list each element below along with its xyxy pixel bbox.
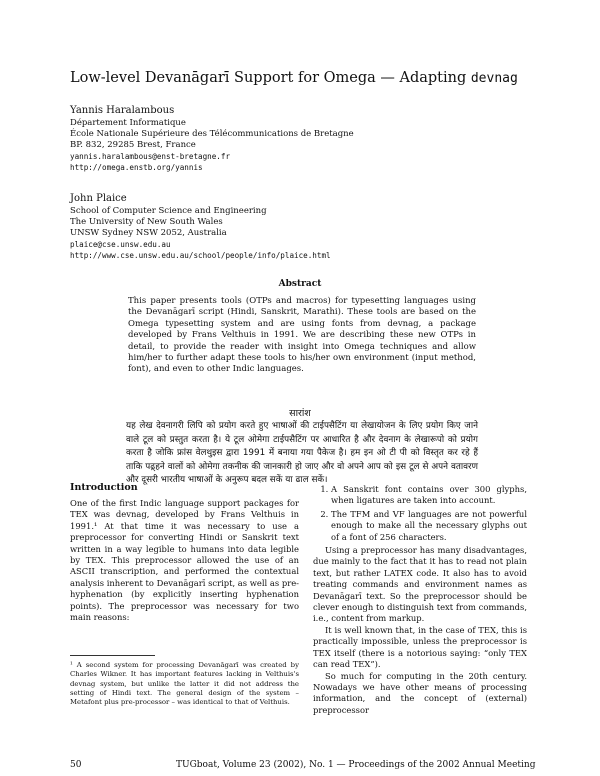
affiliation-line: BP. 832, 29285 Brest, France bbox=[70, 140, 196, 150]
affiliation-line: UNSW Sydney NSW 2052, Australia bbox=[70, 228, 227, 238]
author-email[interactable]: plaice@cse.unsw.edu.au bbox=[70, 240, 171, 249]
running-footer: TUGboat, Volume 23 (2002), No. 1 — Proceedings of the 2002 Annual Meeting bbox=[176, 760, 536, 770]
author-email[interactable]: yannis.haralambous@enst-bretagne.fr bbox=[70, 152, 231, 161]
paper-title bbox=[70, 70, 518, 86]
paper-title-text: Low-level Devanāgarī Support for Omega — Adapting bbox=[70, 70, 467, 86]
list-item: 2. The TFM and VF languages are not powerful enough to make all the necessary glyphs out of a font of 256 characters. bbox=[331, 509, 527, 543]
author-url[interactable]: http://www.cse.unsw.edu.au/school/people/info/plaice.html bbox=[70, 251, 331, 260]
footnote-rule bbox=[70, 655, 155, 656]
footnote: ¹ A second system for processing Devanāgarī was created by Charles Wikner. It has important features lacking in Velthuis's devnag system, but unlike the latter it did not address the setting of Hindi text. The general design of the system – Metafont plus pre-processor – was identical to that of Velthuis. bbox=[70, 661, 299, 707]
affiliation-line: School of Computer Science and Engineering bbox=[70, 206, 267, 216]
author-name: Yannis Haralambous bbox=[70, 105, 175, 116]
section-heading-introduction: Introduction bbox=[70, 482, 138, 493]
hindi-abstract-text: यह लेख देवनागरी लिपि को प्रयोग करते हुए भाषाओं की टाईपसैटिंग या लेखायोजन के लिए प्रयोग किए जाने वाले टूल को प्रस्तुत करता है। ये टूल ओमेगा टाईपसैटिंग पर आधारित है और देवनाग के लेखारूपो को प्रयोग करता है जोकि फ्रांस वेलथुइस द्वारा 1991 में बनाया गया पैकेज है। हम इन ओ टी पी को विस्तृत कर रहे हैं ताकि पढ़्हने वालों को ओमेगा तकनीक की जानकारी हो जाए और वो अपने आप को इस टूल से अपने वतावरण और दूसरी भारतीय भाषाओं के अनुरूप बदल सकें या ढाल सकें। bbox=[126, 421, 478, 485]
body-paragraph: It is well known that, in the case of TEX, this is practically impossible, unless the preprocessor is TEX itself (there is a notorious saying: “only TEX can read TEX”). bbox=[313, 624, 527, 670]
left-column bbox=[70, 498, 299, 623]
author-name: John Plaice bbox=[70, 193, 127, 204]
abstract-text: This paper presents tools (OTPs and macros) for typesetting languages using the Devanāgarī script (Hindi, Sanskrit, Marathi). These tools are based on the Omega typesetting system and are using fonts from devnag, a package developed by Frans Velthuis in 1991. We are describing these new OTPs in detail, to provide the reader with insight into Omega techniques and allow him/her to further adapt these tools to his/her own environment (input method, font), and even to other Indic languages. bbox=[128, 296, 476, 375]
page-number: 50 bbox=[70, 760, 82, 770]
list-item: 1. A Sanskrit font contains over 300 glyphs, when ligatures are taken into account. bbox=[331, 484, 527, 507]
paper-title-code: devnag bbox=[470, 71, 518, 86]
abstract-heading: Abstract bbox=[278, 279, 322, 289]
author-block-2 bbox=[70, 192, 331, 261]
affiliation-line: École Nationale Supérieure des Télécommunications de Bretagne bbox=[70, 129, 354, 139]
reasons-list bbox=[313, 484, 527, 543]
affiliation-line: Département Informatique bbox=[70, 118, 186, 128]
author-block-1 bbox=[70, 104, 354, 173]
author-url[interactable]: http://omega.enstb.org/yannis bbox=[70, 163, 203, 172]
hindi-abstract-heading: सारांश bbox=[289, 408, 311, 419]
body-paragraph: Using a preprocessor has many disadvantages, due mainly to the fact that it has to read not plain text, but rather LATEX code. It also has to avoid treating commands and environment names as Devanāgarī text. So the preprocessor should be clever enough to distinguish text from commands, i.e., content from markup. bbox=[313, 545, 527, 624]
body-paragraph: So much for computing in the 20th century. Nowadays we have other means of processing information, and the concept of (external) preprocessor bbox=[313, 670, 527, 715]
right-column bbox=[313, 484, 527, 716]
affiliation-line: The University of New South Wales bbox=[70, 217, 223, 227]
intro-paragraph: One of the first Indic language support packages for TEX was devnag, developed by Frans Velthuis in 1991.¹ At that time it was necessary to use a preprocessor for converting Hindi or Sanskrit text written in a way legible to humans into data legible by TEX. This preprocessor allowed the use of an ASCII transcription, and performed the contextual analysis inherent to Devanāgarī script, as well as pre-hyphenation (by explicitly inserting hyphenation points). The preprocessor was necessary for two main reasons: bbox=[70, 498, 300, 623]
